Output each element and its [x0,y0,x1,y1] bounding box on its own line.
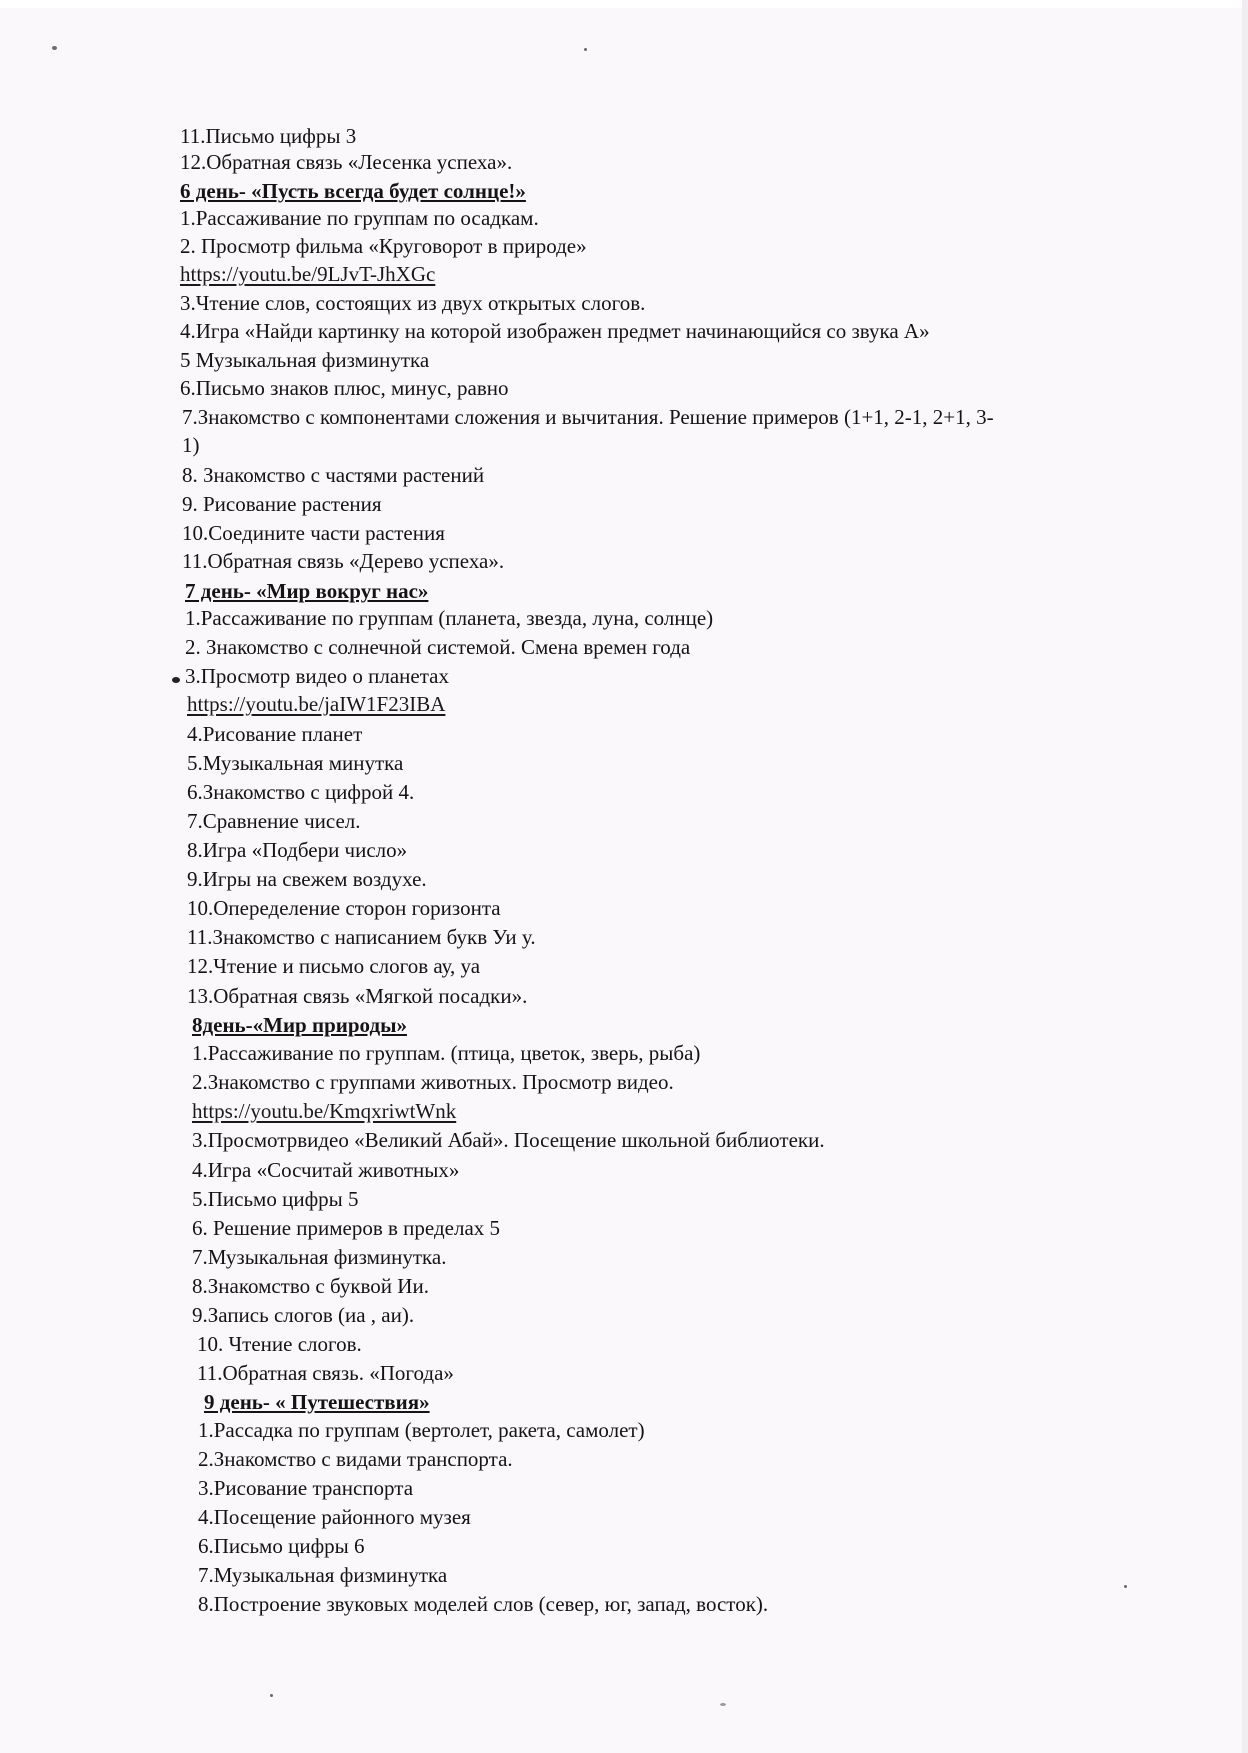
text-line: 4.Игра «Сосчитай животных» [192,1158,460,1182]
video-link[interactable]: https://youtu.be/jaIW1F23IBA [187,692,446,716]
section-heading-day-6: 6 день- «Пусть всегда будет солнце!» [180,179,526,203]
text-line: 8.Построение звуковых моделей слов (север, юг, запад, восток). [198,1592,769,1616]
scan-speck [720,1703,726,1706]
text-line: 2.Знакомство с видами транспорта. [198,1447,513,1471]
text-line: 1.Рассаживание по группам (планета, звезда, луна, солнце) [185,606,714,630]
text-line: 3.Просмотрвидео «Великий Абай». Посещение школьной библиотеки. [192,1128,825,1152]
scan-edge [1242,0,1248,1753]
text-line: 13.Обратная связь «Мягкой посадки». [187,984,528,1008]
text-line: 2. Просмотр фильма «Круговорот в природе» [180,234,587,258]
text-line: 11.Обратная связь «Дерево успеха». [182,549,505,573]
text-line: 10.Соедините части растения [182,521,445,545]
text-line: 12.Обратная связь «Лесенка успеха». [180,150,513,174]
text-line: 4.Рисование планет [187,722,363,746]
text-line: 2.Знакомство с группами животных. Просмотр видео. [192,1070,674,1094]
text-line: 10.Опеределение сторон горизонта [187,896,501,920]
text-line: 6. Решение примеров в пределах 5 [192,1216,501,1240]
text-line: 6.Письмо знаков плюс, минус, равно [180,376,509,400]
text-line: 1.Рассаживание по группам по осадкам. [180,206,539,230]
text-line: 7.Музыкальная физминутка. [192,1245,447,1269]
text-line: 5.Музыкальная минутка [187,751,404,775]
text-line: 2. Знакомство с солнечной системой. Смена времен года [185,635,691,659]
scan-speck [270,1694,273,1697]
text-line: 11.Знакомство с написанием букв Уи у. [187,925,536,949]
scan-speck [584,48,587,51]
text-line: 1.Рассадка по группам (вертолет, ракета, самолет) [198,1418,645,1442]
text-line: 1.Рассаживание по группам. (птица, цветок, зверь, рыба) [192,1041,701,1065]
text-line: 5.Письмо цифры 5 [192,1187,359,1211]
text-line: 7.Знакомство с компонентами сложения и вычитания. Решение примеров (1+1, 2-1, 2+1, 3- [182,405,994,429]
section-heading-day-8: 8день-«Мир природы» [192,1013,407,1037]
text-line: 8.Игра «Подбери число» [187,838,408,862]
scan-speck [52,46,57,50]
scan-speck [172,677,180,683]
text-line: 6.Письмо цифры 6 [198,1534,365,1558]
text-line: 8.Знакомство с буквой Ии. [192,1274,429,1298]
text-line: 12.Чтение и письмо слогов ау, уа [187,954,481,978]
text-line: 4.Игра «Найди картинку на которой изображен предмет начинающийся со звука А» [180,319,930,343]
text-line: 7.Сравнение чисел. [187,809,361,833]
section-heading-day-9: 9 день- « Путешествия» [204,1390,430,1414]
section-heading-day-7: 7 день- «Мир вокруг нас» [185,579,429,603]
text-line: 6.Знакомство с цифрой 4. [187,780,415,804]
text-line: 5 Музыкальная физминутка [180,348,430,372]
text-line: 11.Письмо цифры 3 [180,124,357,148]
text-line: 4.Посещение районного музея [198,1505,471,1529]
text-line: 3.Рисование транспорта [198,1476,414,1500]
text-line: 7.Музыкальная физминутка [198,1563,448,1587]
video-link[interactable]: https://youtu.be/9LJvT-JhXGc [180,262,436,286]
text-line: 1) [182,433,200,457]
text-line: 3.Просмотр видео о планетах [185,664,449,688]
text-line: 10. Чтение слогов. [197,1332,362,1356]
video-link[interactable]: https://youtu.be/KmqxriwtWnk [192,1099,457,1123]
text-line: 9. Рисование растения [182,492,382,516]
text-line: 8. Знакомство с частями растений [182,463,485,487]
text-line: 9.Запись слогов (иа , аи). [192,1303,415,1327]
scan-speck [1124,1585,1127,1588]
scan-edge [0,0,1248,8]
text-line: 3.Чтение слов, состоящих из двух открытых слогов. [180,291,646,315]
text-line: 9.Игры на свежем воздухе. [187,867,427,891]
text-line: 11.Обратная связь. «Погода» [197,1361,454,1385]
